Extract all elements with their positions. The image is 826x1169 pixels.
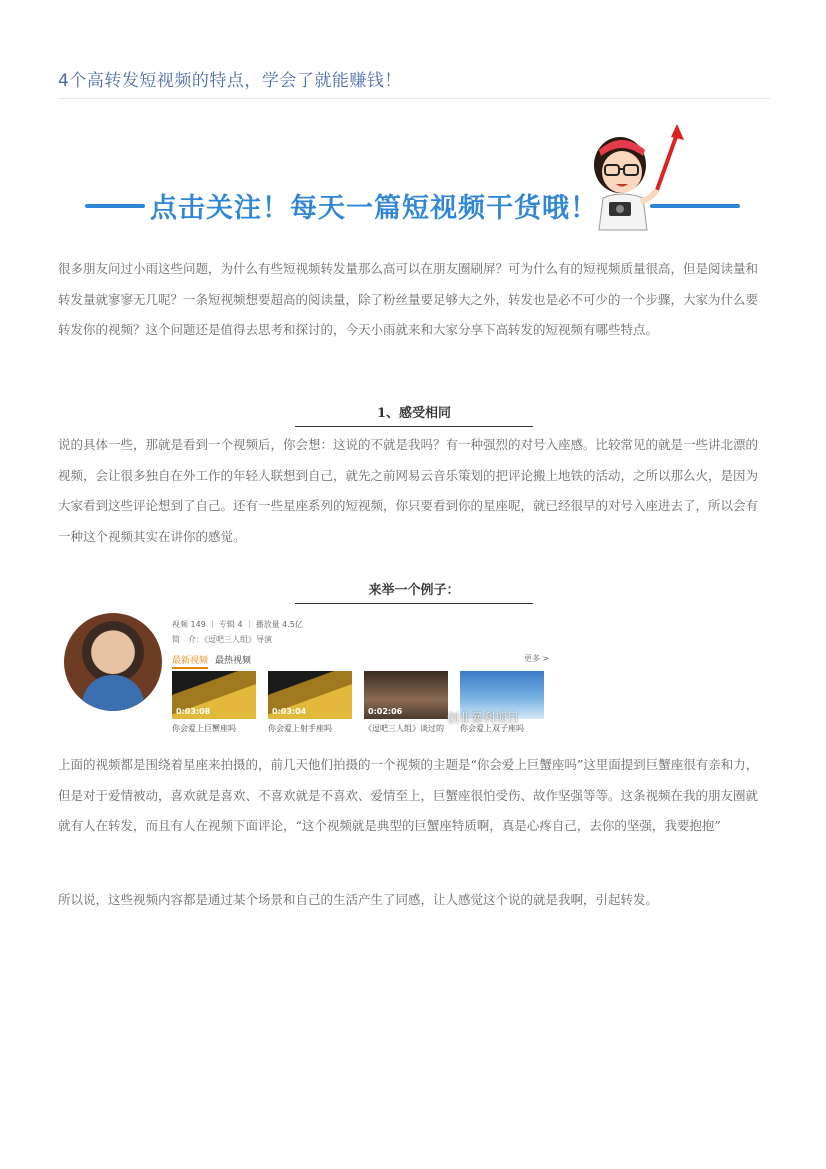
section-heading: 1、感受相同 (376, 406, 452, 421)
video-thumbnail[interactable] (364, 671, 448, 719)
banner-slogan: 点击关注！每天一篇短视频干货哦！ (150, 193, 598, 224)
tab-latest-videos[interactable]: 最新视频 (172, 653, 208, 669)
channel-stats: 视频 149 ｜ 专辑 4 ｜ 播放量 4.5亿 (172, 620, 303, 629)
example-heading: 来举一个例子： (368, 583, 460, 598)
intro-paragraph: 很多朋友问过小雨这些问题，为什么有些短视频转发量那么高可以在朋友圈刷屏？可为什么有的短视频质量很高，但是阅读量和转发量就寥寥无几呢？一条短视频想要超高的阅读量，除了粉丝量要足够大之外，转发也是必不可少的一个步骤，大家为什么要转发你的视频？这个问题还是值得去思考和探讨的，今天小雨就来和大家分享下高转发的短视频有哪些特点。 (58, 261, 759, 337)
mascot-girl-icon (585, 120, 700, 235)
banner-line-left (85, 204, 145, 208)
watermark: 创业暴利项目 (447, 711, 520, 725)
video-caption[interactable]: 你会爱上双子座吗 (460, 724, 524, 733)
channel-intro: 简 介：《逗吧三人组》导演 (172, 635, 272, 644)
video-duration: 0:02:06 (368, 707, 403, 716)
video-thumbnail[interactable] (268, 671, 352, 719)
video-duration: 0:03:08 (176, 707, 211, 716)
example-heading-rule (295, 603, 533, 604)
conclusion-paragraph: 所以说，这些视频内容都是通过某个场景和自己的生活产生了同感，让人感觉这个说的就是我啊，引起转发。 (58, 892, 659, 907)
example-explanation: 上面的视频都是围绕着星座来拍摄的，前几天他们拍摄的一个视频的主题是“你会爱上巨蟹座吗”这里面提到巨蟹座很有亲和力，但是对于爱情被动，喜欢就是喜欢、不喜欢就是不喜欢、爱情至上，巨蟹座很怕受伤、故作坚强等等。这条视频在我的朋友圈就就有人在转发，而且有人在视频下面评论，“这个视频就是典型的巨蟹座特质啊，真是心疼自己，去你的坚强，我要抱抱” (58, 757, 759, 833)
article-title: 4个高转发短视频的特点，学会了就能赚钱！ (58, 71, 402, 91)
follow-banner[interactable] (80, 120, 750, 240)
section-heading-rule (295, 426, 533, 427)
avatar (64, 613, 162, 711)
tab-hot-videos[interactable]: 最热视频 (215, 656, 252, 666)
example-screenshot (62, 611, 552, 741)
video-caption[interactable]: 你会爱上射手座吗 (268, 724, 332, 733)
video-caption[interactable]: 你会爱上巨蟹座吗 (172, 724, 236, 733)
video-thumbnail[interactable] (172, 671, 256, 719)
video-duration: 0:03:04 (272, 707, 307, 716)
title-divider (58, 98, 770, 99)
more-link[interactable]: 更多 > (524, 654, 550, 663)
video-caption[interactable]: 《逗吧三人组》谈过的 (364, 724, 444, 733)
section-paragraph: 说的具体一些，那就是看到一个视频后，你会想：这说的不就是我吗？有一种强烈的对号入座感。比较常见的就是一些讲北漂的视频，会让很多独自在外工作的年轻人联想到自己，就先之前网易云音乐策划的把评论搬上地铁的活动，之所以那么火，是因为大家看到这些评论想到了自己。还有一些星座系列的短视频，你只要看到你的星座呢，就已经很早的对号入座进去了，所以会有一种这个视频其实在讲你的感觉。 (58, 437, 759, 544)
